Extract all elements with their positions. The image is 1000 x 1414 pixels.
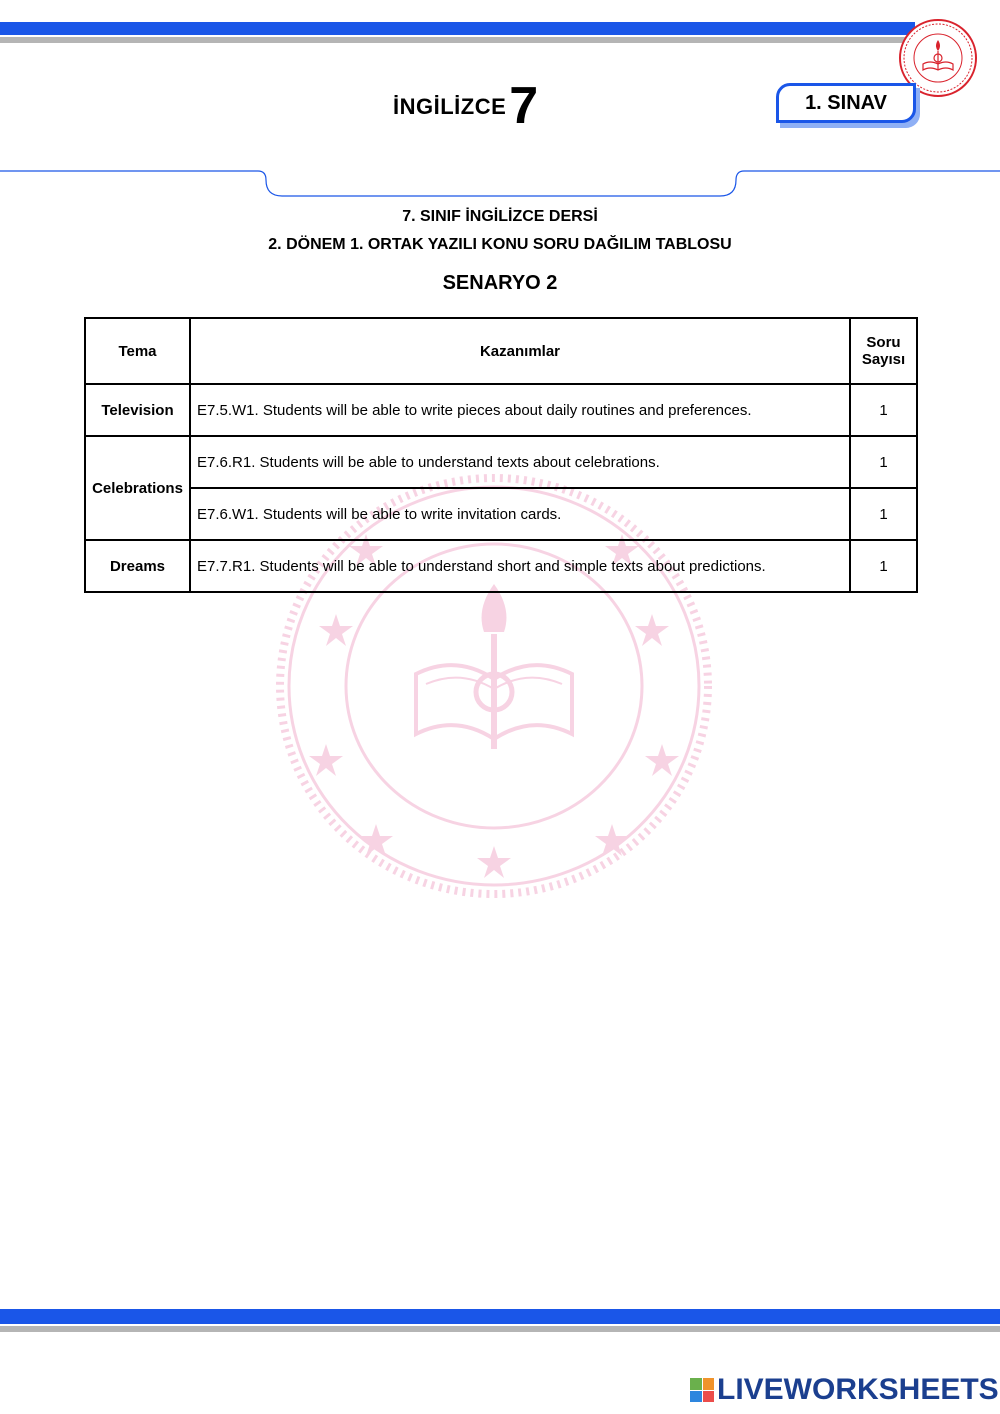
scenario-heading: SENARYO 2	[442, 272, 558, 294]
header-soru-sayisi	[850, 318, 917, 384]
table-row	[85, 488, 917, 540]
header-divider	[0, 168, 1000, 202]
bottom-gray-stripe	[0, 1326, 1000, 1332]
tema-cell: Celebrations	[85, 436, 190, 540]
liveworksheets-icon	[690, 1378, 714, 1402]
table-row	[85, 540, 917, 592]
brand-name: LIVEWORKSHEETS	[717, 1373, 999, 1406]
exam-badge: 1. SINAV	[776, 83, 916, 123]
liveworksheets-logo[interactable]	[690, 1373, 999, 1407]
tema-cell: Dreams	[85, 540, 190, 592]
header-tema: Tema	[85, 318, 190, 384]
kazanim-cell: E7.7.R1. Students will be able to understand short and simple texts about predictions.	[190, 540, 850, 592]
subject-title	[393, 77, 539, 135]
course-heading: 7. SINIF İNGİLİZCE DERSİ	[402, 208, 598, 225]
bottom-blue-stripe	[0, 1309, 1000, 1324]
header-soru-line1: Soru	[866, 334, 901, 351]
soru-cell: 1	[850, 540, 917, 592]
kazanim-cell: E7.6.R1. Students will be able to understand texts about celebrations.	[190, 436, 850, 488]
header-kazanimlar: Kazanımlar	[190, 318, 850, 384]
top-blue-stripe	[0, 22, 915, 35]
tema-cell: Television	[85, 384, 190, 436]
top-gray-stripe	[0, 37, 905, 43]
subject-name: İNGİLİZCE	[393, 94, 507, 119]
soru-cell: 1	[850, 488, 917, 540]
kazanim-cell: E7.6.W1. Students will be able to write invitation cards.	[190, 488, 850, 540]
kazanim-cell: E7.5.W1. Students will be able to write pieces about daily routines and preferences.	[190, 384, 850, 436]
table-row	[85, 384, 917, 436]
header-soru-line2: Sayısı	[861, 351, 906, 368]
grade-number: 7	[509, 77, 539, 135]
table-row	[85, 436, 917, 488]
table-heading: 2. DÖNEM 1. ORTAK YAZILI KONU SORU DAĞILIM TABLOSU	[268, 236, 732, 253]
soru-cell: 1	[850, 384, 917, 436]
soru-cell: 1	[850, 436, 917, 488]
table-header-row	[85, 318, 917, 384]
distribution-table	[84, 317, 918, 593]
